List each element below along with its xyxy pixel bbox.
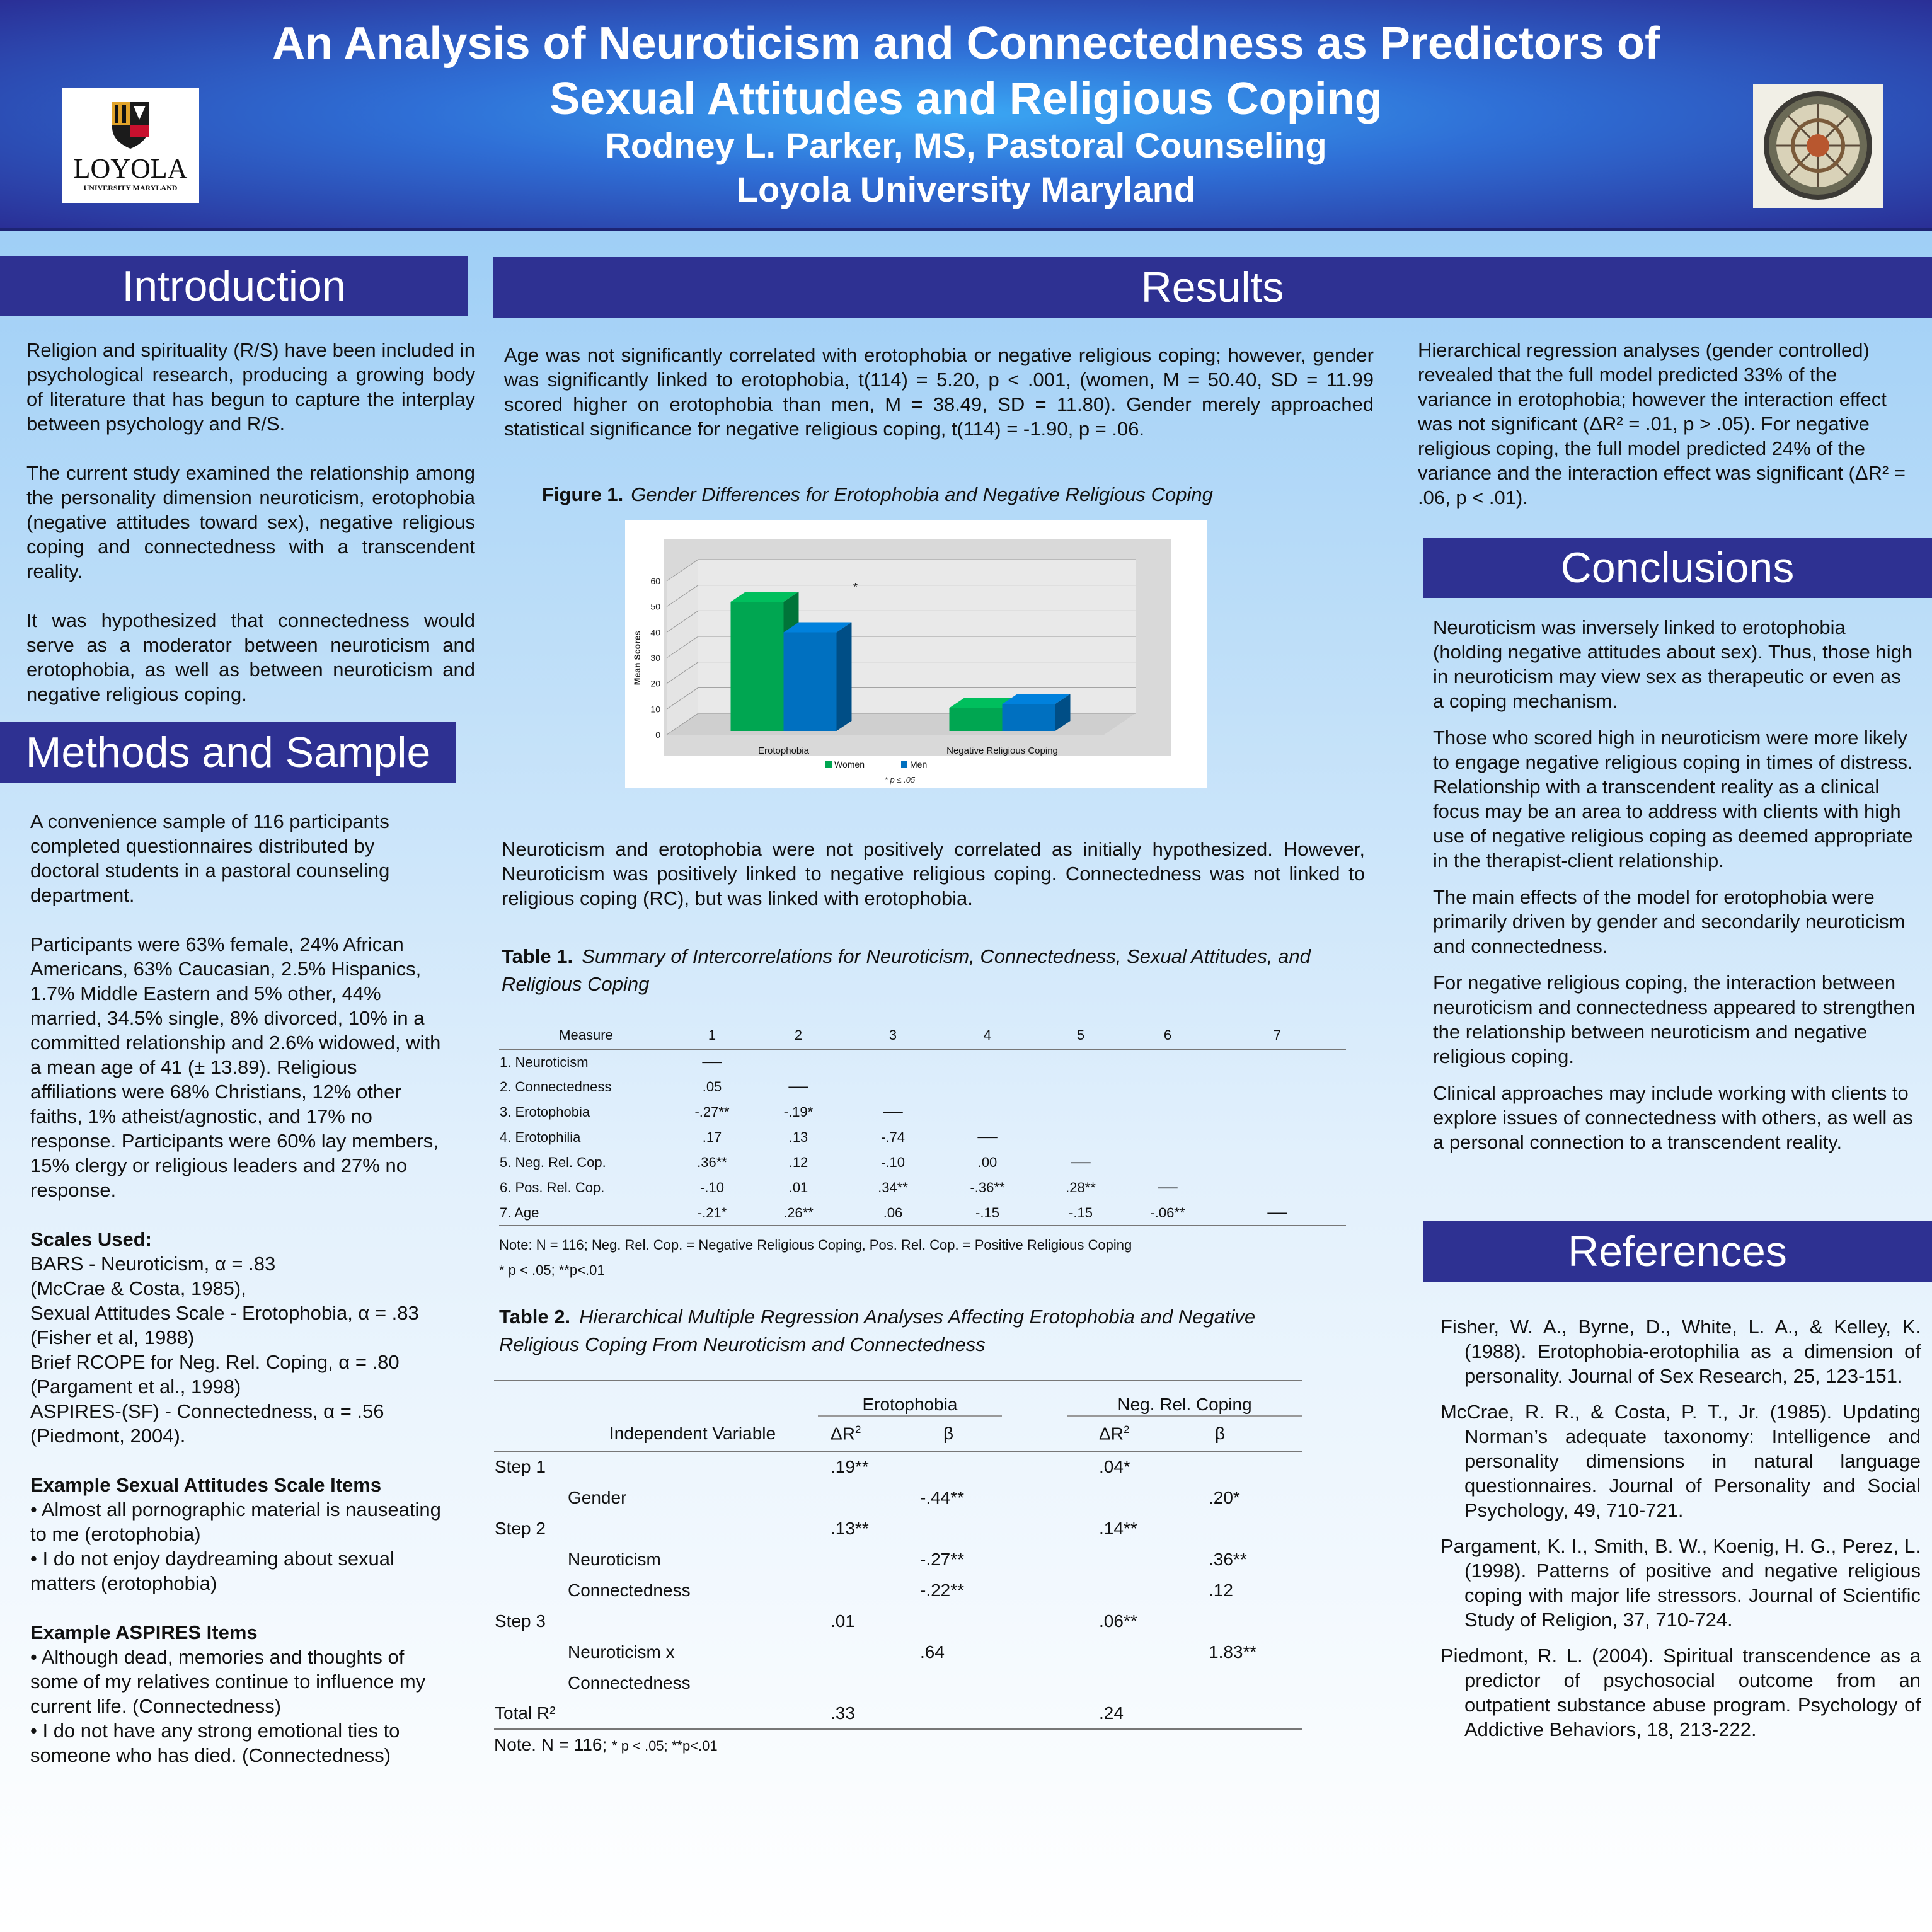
row-label: 7. Age	[500, 1204, 539, 1221]
row-label: Step 1	[495, 1457, 546, 1476]
table-cell	[1035, 1074, 1127, 1100]
table-cell: .19**	[831, 1457, 869, 1476]
rose-window-emblem	[1753, 84, 1883, 208]
table-row	[494, 1606, 1302, 1636]
poster-title-line-2: Sexual Attitudes and Religious Coping	[549, 74, 1383, 124]
row-label: Step 2	[495, 1518, 546, 1538]
table-cell: .64	[920, 1642, 945, 1662]
table-cell	[1209, 1049, 1346, 1074]
table-cell	[1067, 1575, 1171, 1606]
table-cell: -.22**	[920, 1580, 965, 1600]
table-cell	[818, 1575, 895, 1606]
scale-line: BARS - Neuroticism, α = .83	[30, 1253, 276, 1275]
table-cell	[1067, 1667, 1171, 1698]
delta-r2-header: $\Delta R^2$	[1099, 1423, 1130, 1444]
table-cell	[1035, 1125, 1127, 1150]
conclusion-paragraph: The main effects of the model for erotophobia were primarily driven by gender and secondarily neuroticism and connectedness.	[1433, 886, 1906, 957]
table-cell	[1035, 1049, 1127, 1074]
table-cell	[1209, 1125, 1346, 1150]
table-2-label: Table 2.	[499, 1306, 571, 1328]
table-cell: -.19*	[783, 1104, 814, 1120]
table-cell	[1171, 1606, 1302, 1636]
table-cell: .34**	[878, 1180, 908, 1195]
table-row	[494, 1575, 1302, 1606]
table-cell	[1209, 1100, 1346, 1125]
table-cell: ──	[1267, 1204, 1287, 1221]
results-paragraph-2: Neuroticism and erotophobia were not positively correlated as initially hypothesized. However, Neuroticism was positively linked to negative religious coping. Connectedness was not linked to religious coping (RC), but was linked with erotophobia.	[502, 838, 1365, 909]
methods-paragraph-1: A convenience sample of 116 participants completed questionnaires distributed by doctoral students in a pastoral counseling department.	[30, 810, 390, 906]
aspires-item: • I do not have any strong emotional ties to someone who has died. (Connectedness)	[30, 1720, 400, 1766]
table-cell: ──	[702, 1054, 722, 1070]
table-column-header: 4	[983, 1027, 992, 1043]
table-row	[494, 1667, 1302, 1698]
table-cell: .04*	[1099, 1457, 1130, 1476]
section-introduction: Introduction	[0, 256, 468, 316]
table-cell	[751, 1049, 846, 1074]
bar-women-0	[731, 602, 784, 731]
methods-text	[30, 809, 446, 1768]
table-cell: 1.83**	[1209, 1642, 1257, 1662]
table-cell: .13	[788, 1129, 808, 1145]
y-tick-label: 10	[650, 704, 660, 715]
bar-men-1	[1003, 704, 1055, 731]
sas-item: • Almost all pornographic material is nauseating to me (erotophobia)	[30, 1498, 441, 1545]
table-column-header: 3	[888, 1027, 897, 1043]
poster-author: Rodney L. Parker, MS, Pastoral Counseling	[605, 125, 1327, 165]
regression-table	[494, 1380, 1302, 1730]
conclusions-text	[1433, 615, 1916, 1166]
row-label: Total R²	[495, 1703, 556, 1723]
scale-line: (Pargament et al., 1998)	[30, 1376, 241, 1398]
conclusion-paragraph: Those who scored high in neuroticism were more likely to engage negative religious coping in times of distress. Relationship with a transcendent reality as a clinical focus may be an area to address with clients with high use of negative religious coping as deemed appropriate in the therapist-client relationship.	[1433, 727, 1913, 871]
neg-rel-coping-group-header: Neg. Rel. Coping	[1067, 1381, 1302, 1416]
table-cell	[940, 1049, 1035, 1074]
table-cell	[895, 1698, 1002, 1729]
table-cell	[818, 1667, 895, 1698]
table-1-note: Note: N = 116; Neg. Rel. Cop. = Negative Religious Coping, Pos. Rel. Cop. = Positive Religious Coping	[499, 1237, 1132, 1253]
table-cell: .06	[883, 1204, 903, 1221]
x-category-label: Negative Religious Coping	[946, 745, 1058, 756]
table-row	[499, 1150, 1346, 1175]
table-cell	[1171, 1667, 1302, 1698]
table-cell	[1209, 1074, 1346, 1100]
section-references: References	[1423, 1221, 1932, 1282]
section-results: Results	[493, 257, 1932, 318]
figure-label: Figure 1.	[542, 483, 624, 505]
table-cell	[818, 1482, 895, 1513]
table-column-header: 6	[1163, 1027, 1172, 1043]
table-header-row	[499, 1022, 1346, 1049]
methods-paragraph-2: Participants were 63% female, 24% African Americans, 63% Caucasian, 2.5% Hispanics, 1.7% Middle Eastern and 5% other, 44% married, 34.5% single, 8% divorced, 10% in a committed relationship and 2.6% widowed, with a mean age of 41 (± 13.89). Religious affiliations were 68% Christians, 12% other faiths, 1% atheist/agnostic, and 17% no response. Participants were 60% lay members, 15% clergy or religious leaders and 27% no response.	[30, 933, 441, 1201]
table-row	[494, 1482, 1302, 1513]
table-column-header: 1	[708, 1027, 716, 1043]
introduction-text	[26, 338, 475, 731]
table-cell	[1127, 1049, 1209, 1074]
table-cell: -.44**	[920, 1487, 965, 1507]
beta-header: β	[943, 1423, 954, 1443]
y-axis-label: Mean Scores	[632, 630, 642, 686]
table-cell: .01	[831, 1611, 855, 1631]
y-tick-label: 20	[650, 678, 660, 689]
table-cell	[1127, 1150, 1209, 1175]
table-cell: ──	[977, 1129, 998, 1145]
table-cell: ──	[788, 1079, 808, 1095]
table-cell: .33	[831, 1703, 855, 1723]
table-cell: .28**	[1066, 1180, 1096, 1195]
table-cell	[1127, 1100, 1209, 1125]
row-label: Step 3	[495, 1611, 546, 1631]
table-cell	[940, 1074, 1035, 1100]
scale-line: Sexual Attitudes Scale - Erotophobia, α = .83	[30, 1302, 419, 1324]
table-column-header: Measure	[559, 1027, 613, 1043]
row-label: Neuroticism	[568, 1549, 661, 1569]
table-row	[494, 1544, 1302, 1575]
table-cell: .12	[1209, 1580, 1233, 1600]
figure-caption: Gender Differences for Erotophobia and Negative Religious Coping	[631, 483, 1213, 505]
table-cell: -.10	[881, 1154, 905, 1170]
table-2-title	[499, 1303, 1337, 1359]
table-cell	[1127, 1125, 1209, 1150]
table-cell: -.74	[881, 1129, 905, 1145]
table-2-caption: Hierarchical Multiple Regression Analyses Affecting Erotophobia and Negative Religious Coping From Neuroticism and Connectedness	[499, 1306, 1256, 1355]
y-tick-label: 30	[650, 653, 660, 663]
poster-title-line-1: An Analysis of Neuroticism and Connectedness as Predictors of	[272, 18, 1660, 69]
table-cell: .17	[702, 1129, 722, 1145]
table-cell	[1171, 1451, 1302, 1482]
references-list	[1440, 1314, 1921, 1753]
conclusion-paragraph: Neuroticism was inversely linked to erotophobia (holding negative attitudes about sex). Thus, those high in neuroticism may view sex as therapeutic or even as a coping mechanism.	[1433, 616, 1913, 712]
reference-item: Fisher, W. A., Byrne, D., White, L. A., & Kelley, K. (1988). Erotophobia-erotophilia as a dimension of personality. Journal of Sex Research, 25, 123-151.	[1440, 1316, 1921, 1387]
section-conclusions: Conclusions	[1423, 538, 1932, 598]
table-cell: .00	[977, 1154, 998, 1170]
table-cell	[895, 1451, 1002, 1482]
table-row	[499, 1100, 1346, 1125]
table-cell	[1035, 1100, 1127, 1125]
scale-line: ASPIRES-(SF) - Connectedness, α = .56	[30, 1400, 384, 1422]
table-1	[499, 1022, 1346, 1283]
table-cell	[940, 1100, 1035, 1125]
beta-header: β	[1215, 1423, 1226, 1443]
reference-item: Pargament, K. I., Smith, B. W., Koenig, H. G., Perez, L. (1998). Patterns of positive and negative religious coping with major life stressors. Journal of Scientific Study of Religion, 37, 710-724.	[1440, 1535, 1921, 1631]
scale-line: (Fisher et al, 1988)	[30, 1326, 195, 1348]
table-cell: -.27**	[920, 1549, 965, 1569]
table-cell	[1209, 1150, 1346, 1175]
loyola-logo	[62, 88, 199, 203]
y-tick-label: 60	[650, 576, 660, 586]
table-1-caption: Summary of Intercorrelations for Neuroticism, Connectedness, Sexual Attitudes, and Religious Coping	[502, 945, 1311, 995]
figure-1-chart	[625, 520, 1207, 788]
table-cell: .26**	[783, 1204, 814, 1221]
table-1-significance-note: * p < .05; **p<.01	[499, 1262, 605, 1278]
row-label: Gender	[568, 1487, 627, 1507]
results-paragraph-1: Age was not significantly correlated with erotophobia or negative religious coping; however, gender was significantly linked to erotophobia, t(114) = 5.20, p < .001, (women, M = 50.40, SD = 11.99 scored higher on erotophobia than men, M = 38.49, SD = 11.80). Gender merely approached statistical significance for negative religious coping, t(114) = -1.90, p = .06.	[504, 344, 1374, 440]
table-row	[494, 1698, 1302, 1729]
table-cell: .20*	[1209, 1487, 1240, 1507]
significance-marker: *	[853, 581, 858, 594]
legend-swatch	[901, 761, 907, 768]
table-cell: .36**	[697, 1154, 727, 1170]
table-cell: ──	[883, 1104, 903, 1120]
svg-text:UNIVERSITY MARYLAND: UNIVERSITY MARYLAND	[83, 183, 178, 192]
results-right-paragraph: Hierarchical regression analyses (gender controlled) revealed that the full model predicted 33% of the variance in erotophobia; however the interaction effect was not significant (ΔR² = .01, p > .05). For negative religious coping, the full model predicted 24% of the variance and the interaction effect was significant (ΔR² = .06, p < .01).	[1418, 339, 1906, 509]
table-cell	[1171, 1698, 1302, 1729]
table-row	[494, 1513, 1302, 1544]
row-label: 3. Erotophobia	[500, 1104, 590, 1120]
bar-side	[837, 622, 852, 731]
table-cell	[1127, 1074, 1209, 1100]
table-cell: .13**	[831, 1518, 869, 1538]
table-cell	[1067, 1544, 1171, 1575]
table-column-header: 5	[1076, 1027, 1085, 1043]
table-row	[494, 1636, 1302, 1667]
table-cell: .12	[788, 1154, 808, 1170]
table-cell: -.15	[975, 1204, 999, 1221]
table-cell: .06**	[1099, 1611, 1137, 1631]
bar-men-0	[784, 632, 837, 731]
conclusion-paragraph: Clinical approaches may include working with clients to explore issues of connectedness with others, as well as a personal connection to a transcendent reality.	[1433, 1082, 1913, 1153]
y-tick-label: 0	[655, 730, 660, 740]
legend-swatch	[825, 761, 832, 768]
sas-item: • I do not enjoy daydreaming about sexual matters (erotophobia)	[30, 1548, 394, 1594]
row-label: 4. Erotophilia	[500, 1129, 581, 1145]
table-cell: -.10	[700, 1180, 724, 1195]
row-label: 6. Pos. Rel. Cop.	[500, 1180, 605, 1195]
poster-header	[0, 0, 1932, 231]
independent-variable-header: Independent Variable	[609, 1423, 776, 1443]
table-row	[499, 1200, 1346, 1226]
legend-label: Women	[834, 759, 865, 769]
table-cell	[895, 1667, 1002, 1698]
intro-paragraph-3: It was hypothesized that connectedness would serve as a moderator between neuroticism and erotophobia, as well as between neuroticism and negative religious coping.	[26, 609, 475, 705]
table-cell	[846, 1049, 940, 1074]
intro-paragraph-1: Religion and spirituality (R/S) have been included in psychological research, producing a growing body of literature that has begun to capture the interplay between psychology and R/S.	[26, 339, 475, 435]
intercorrelation-table	[499, 1022, 1346, 1226]
table-cell: -.27**	[694, 1104, 730, 1120]
table-2-note: Note. N = 116; * p < .05; **p<.01	[494, 1735, 718, 1754]
scale-line: Brief RCOPE for Neg. Rel. Coping, α = .80	[30, 1351, 400, 1373]
table-cell: .24	[1099, 1703, 1124, 1723]
loyola-shield-icon	[62, 88, 199, 203]
row-label: 1. Neuroticism	[500, 1054, 589, 1070]
row-label: Connectedness	[568, 1580, 691, 1600]
table-body	[499, 1049, 1346, 1226]
table-column-header: 2	[794, 1027, 803, 1043]
rose-window-icon	[1753, 84, 1883, 208]
reference-item: McCrae, R. R., & Costa, P. T., Jr. (1985). Updating Norman’s adequate taxonomy: Intelligence and personality dimensions in natural language questionnaires. Journal of Personality and Social Psychology, 49, 710-721.	[1440, 1401, 1921, 1521]
table-2	[494, 1380, 1302, 1755]
table-cell: ──	[1071, 1154, 1091, 1170]
table-column-header: 7	[1273, 1027, 1282, 1043]
bar-women-1	[950, 708, 1003, 731]
table-cell: -.06**	[1150, 1204, 1185, 1221]
table-cell	[1171, 1513, 1302, 1544]
y-tick-label: 40	[650, 627, 660, 638]
table-1-label: Table 1.	[502, 945, 573, 967]
table-cell	[895, 1513, 1002, 1544]
table-cell	[1067, 1482, 1171, 1513]
aspires-items-heading: Example ASPIRES Items	[30, 1621, 258, 1643]
row-label: 2. Connectedness	[500, 1079, 612, 1095]
table-cell: .14**	[1099, 1518, 1137, 1538]
table-cell	[1209, 1175, 1346, 1200]
table-cell	[818, 1544, 895, 1575]
delta-r2-header: $\Delta R^2$	[831, 1423, 861, 1444]
table-cell: .36**	[1209, 1549, 1247, 1569]
intro-paragraph-2: The current study examined the relationship among the personality dimension neuroticism, erotophobia (negative attitudes toward sex), negative religious coping and connectedness with a transcendent reality.	[26, 462, 475, 582]
bar-chart	[625, 520, 1207, 788]
x-category-label: Erotophobia	[758, 745, 809, 756]
poster-institution: Loyola University Maryland	[736, 170, 1196, 209]
row-label: Connectedness	[568, 1672, 691, 1693]
row-label: Neuroticism x	[568, 1642, 675, 1662]
chart-footnote: * p ≤ .05	[884, 775, 916, 785]
table-row	[499, 1125, 1346, 1150]
table-row	[499, 1175, 1346, 1200]
table-body	[494, 1451, 1302, 1729]
table-cell: ──	[1158, 1180, 1178, 1195]
section-methods: Methods and Sample	[0, 722, 456, 783]
legend-label: Men	[910, 759, 928, 769]
sas-items-heading: Example Sexual Attitudes Scale Items	[30, 1474, 382, 1496]
figure-1-title	[542, 482, 1361, 507]
table-cell	[895, 1606, 1002, 1636]
table-cell	[846, 1074, 940, 1100]
erotophobia-group-header: Erotophobia	[818, 1381, 1002, 1416]
row-label: 5. Neg. Rel. Cop.	[500, 1154, 606, 1170]
table-cell: .05	[702, 1079, 722, 1095]
table-cell: .01	[788, 1180, 808, 1195]
table-cell: -.21*	[697, 1204, 727, 1221]
table-row	[499, 1074, 1346, 1100]
scales-heading: Scales Used:	[30, 1228, 152, 1250]
table-cell: -.15	[1069, 1204, 1093, 1221]
reference-item: Piedmont, R. L. (2004). Spiritual transcendence as a predictor of psychosocial outcome from an outpatient substance abuse program. Psychology of Addictive Behaviors, 18, 213-222.	[1440, 1645, 1921, 1740]
table-cell: -.36**	[970, 1180, 1005, 1195]
svg-text:LOYOLA: LOYOLA	[73, 153, 188, 184]
table-row	[494, 1451, 1302, 1482]
table-row	[499, 1049, 1346, 1074]
scale-line: (McCrae & Costa, 1985),	[30, 1277, 246, 1299]
scale-line: (Piedmont, 2004).	[30, 1425, 186, 1447]
table-cell	[818, 1636, 895, 1667]
conclusion-paragraph: For negative religious coping, the interaction between neuroticism and connectedness appeared to strengthen the relationship between neuroticism and negative religious coping.	[1433, 972, 1916, 1067]
y-tick-label: 50	[650, 601, 660, 612]
table-cell	[1067, 1636, 1171, 1667]
aspires-item: • Although dead, memories and thoughts of some of my relatives continue to influence my current life. (Connectedness)	[30, 1646, 426, 1717]
table-1-title	[502, 943, 1346, 998]
